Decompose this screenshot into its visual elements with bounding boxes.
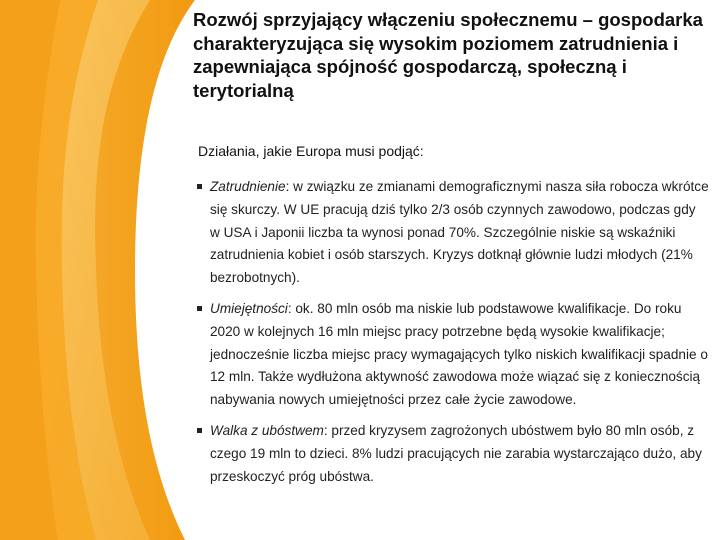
square-bullet-icon — [197, 184, 202, 189]
bullet-term: Zatrudnienie — [210, 179, 286, 194]
section-subheading: Działania, jakie Europa musi podjąć: — [198, 143, 424, 159]
bullet-term: Walka z ubóstwem — [210, 422, 324, 438]
bullet-text: : w związku ze zmianami demograficznymi nasza siła robocza wkrótce się skurczy. W UE pracują dziś tylko 2/3 osób czynnych zawodowo, podczas gdy w USA i Japonii liczba ta wynosi ponad 70%. Szczególnie niskie są wskaźniki zatrudnienia kobiet i osób starszych. Kryzys dotknął głównie ludzi młodych (21% bezrobotnych). — [210, 179, 709, 286]
square-bullet-icon — [197, 428, 202, 433]
list-item — [197, 298, 709, 412]
list-item — [197, 176, 709, 290]
bullet-list — [197, 176, 709, 496]
slide-title: Rozwój sprzyjający włączeniu społecznemu – gospodarka charakteryzująca się wysokim poziomem zatrudnienia i zapewniająca spójność gospodarczą, społeczną i terytorialną — [193, 9, 703, 101]
square-bullet-icon — [197, 306, 202, 311]
list-item — [197, 420, 709, 488]
decorative-orange-swoosh — [0, 0, 195, 540]
bullet-text: : ok. 80 mln osób ma niskie lub podstawowe kwalifikacje. Do roku 2020 w kolejnych 16 mln miejsc pracy potrzebne będą wysokie kwalifikacje; jednocześnie liczba miejsc pracy wymagających tylko niskich kwalifikacji spadnie o 12 mln. Także wydłużona aktywność zawodowa może wiązać się z koniecznością nabywania nowych umiejętności przez całe życie zawodowe. — [210, 300, 708, 408]
bullet-term: Umiejętności — [210, 300, 288, 316]
bullet-text: : przed kryzysem zagrożonych ubóstwem było 80 mln osób, z czego 19 mln to dzieci. 8% ludzi pracujących nie zarabia wystarczająco dużo, aby przeskoczyć próg ubóstwa. — [210, 422, 702, 484]
